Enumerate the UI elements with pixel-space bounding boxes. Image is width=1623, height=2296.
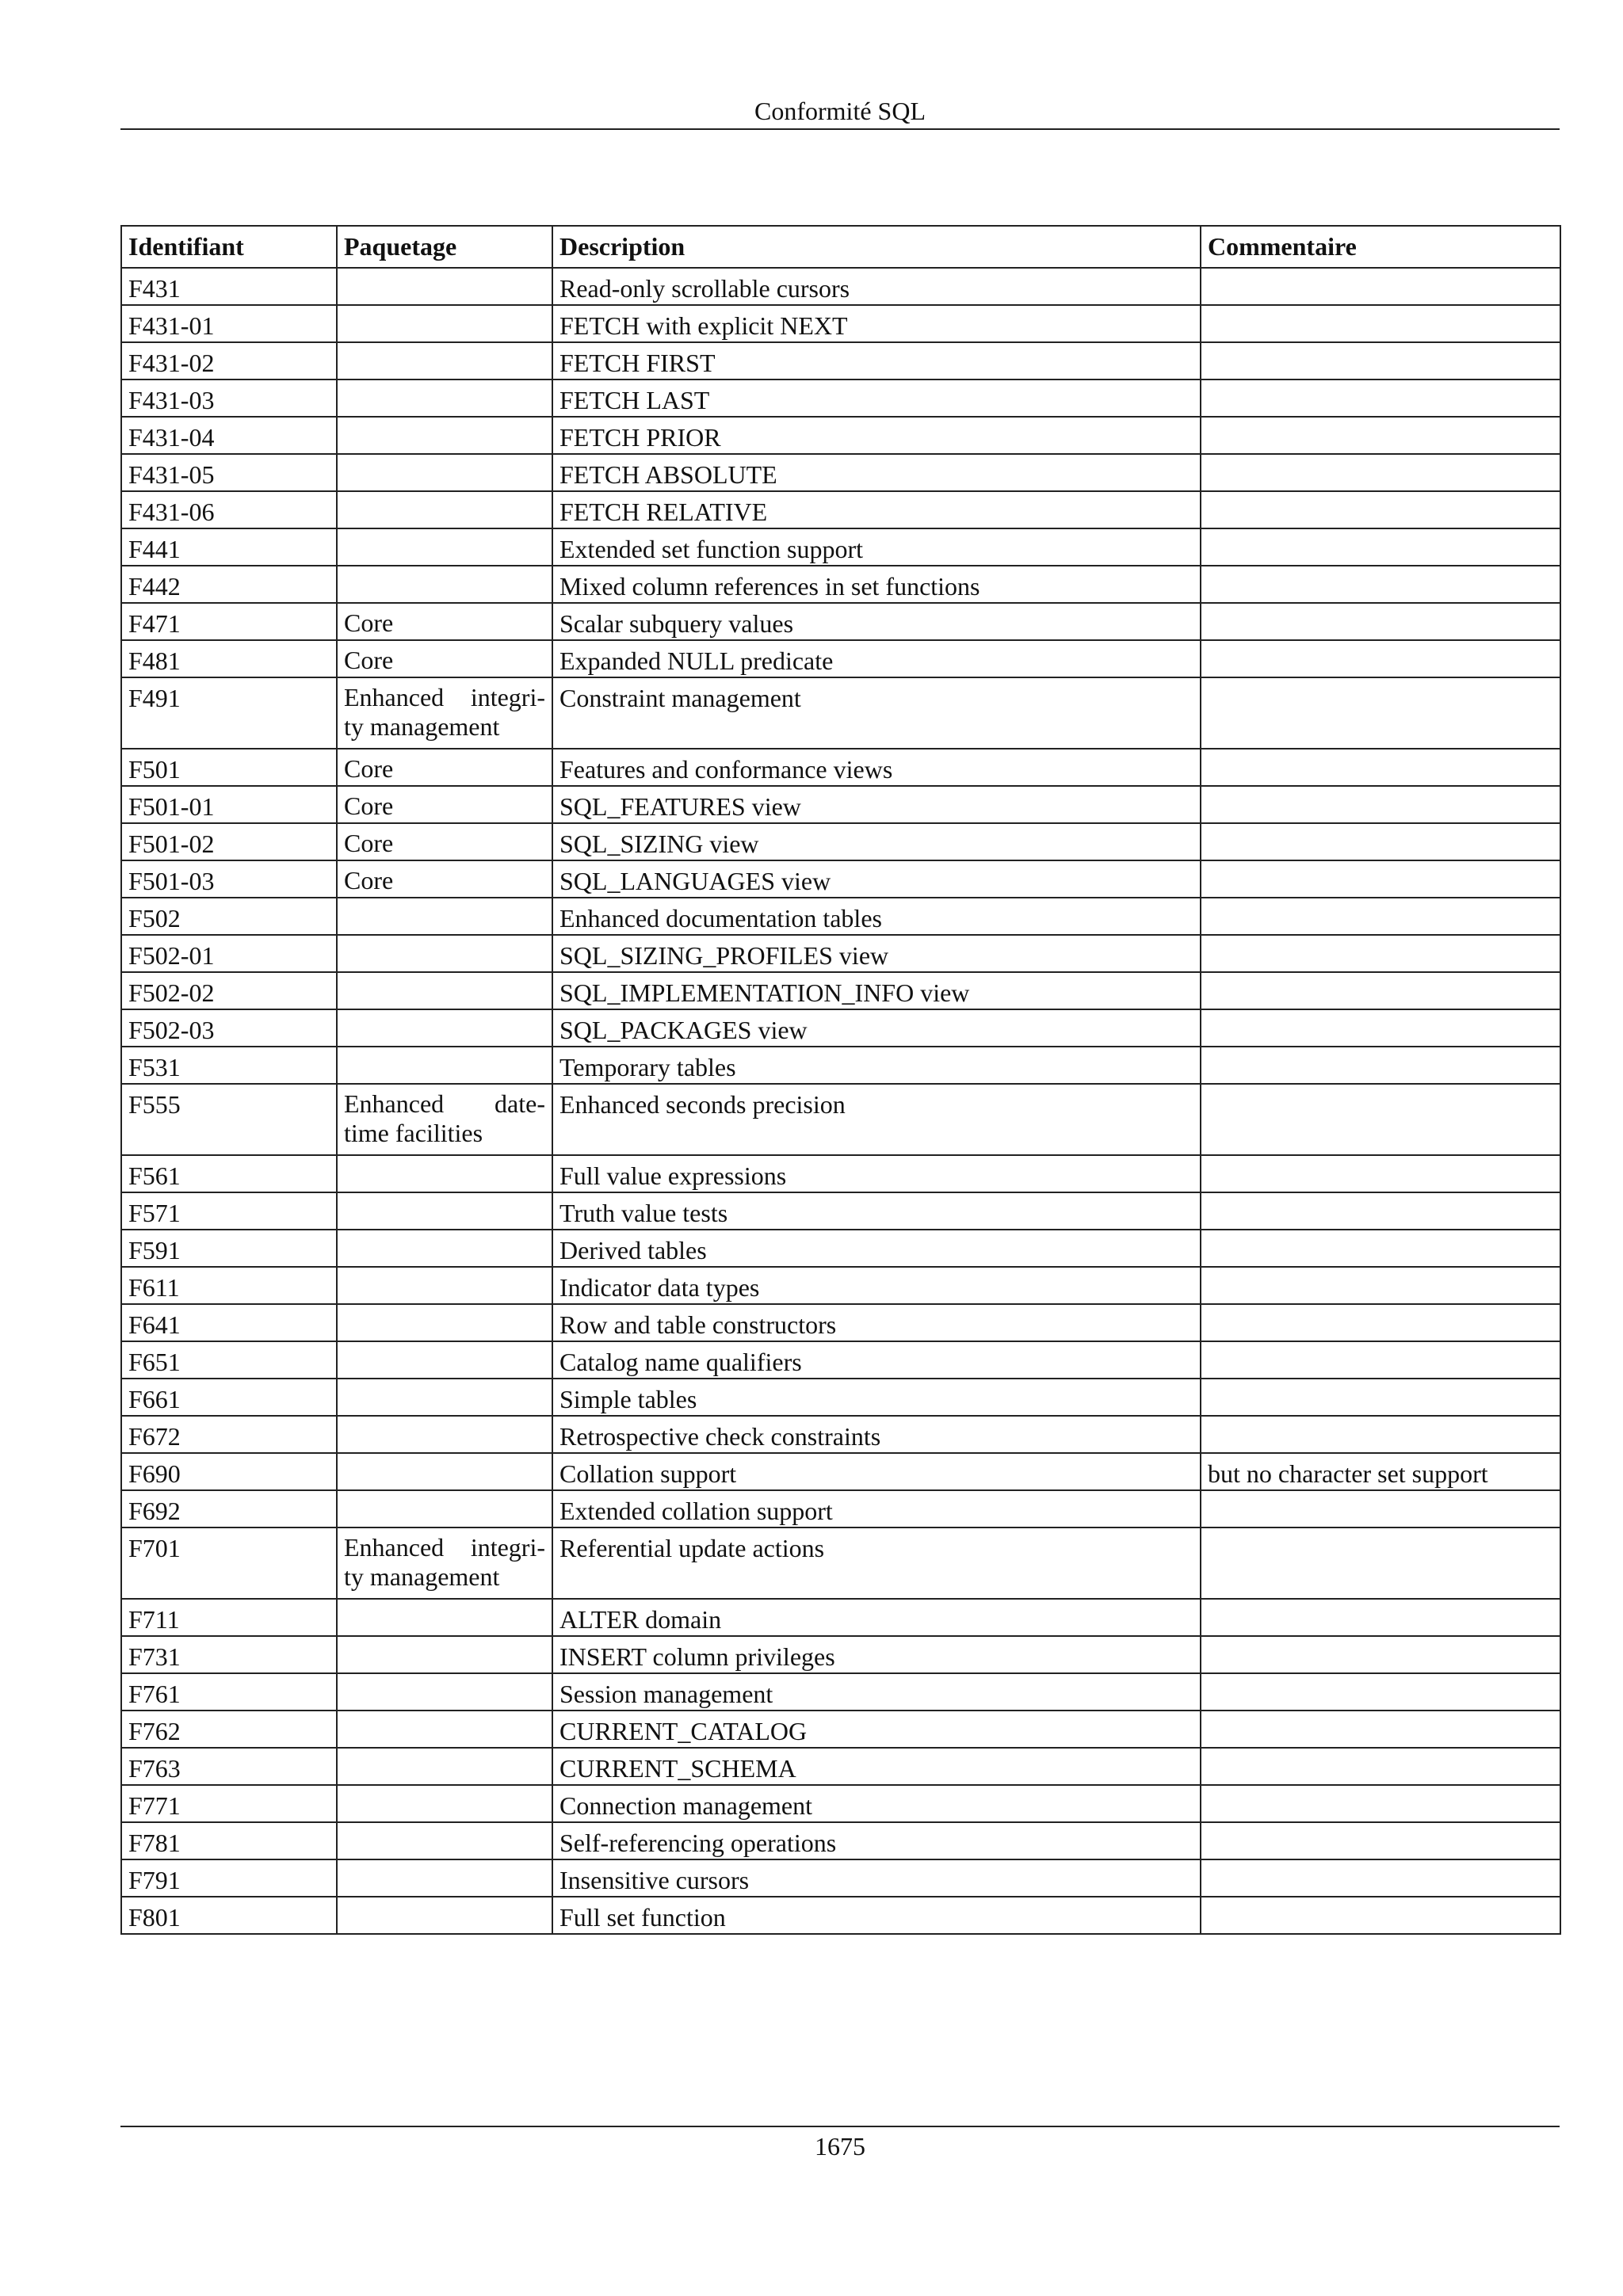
cell-commentaire <box>1201 1267 1560 1304</box>
cell-commentaire <box>1201 786 1560 823</box>
table-row <box>121 1490 1560 1527</box>
cell-commentaire <box>1201 1673 1560 1711</box>
cell-paquetage <box>337 1673 552 1711</box>
cell-description: Collation support <box>552 1453 1201 1490</box>
cell-description: Full value expressions <box>552 1155 1201 1192</box>
table-row <box>121 1748 1560 1785</box>
table-row <box>121 379 1560 417</box>
cell-identifiant: F502-01 <box>121 935 337 972</box>
cell-paquetage <box>337 454 552 491</box>
cell-paquetage <box>337 1192 552 1230</box>
cell-commentaire <box>1201 935 1560 972</box>
table-row <box>121 1304 1560 1341</box>
cell-paquetage <box>337 898 552 935</box>
table-row <box>121 1527 1560 1599</box>
table-row <box>121 1192 1560 1230</box>
cell-commentaire <box>1201 1822 1560 1859</box>
cell-description: FETCH LAST <box>552 379 1201 417</box>
cell-commentaire <box>1201 1599 1560 1636</box>
cell-identifiant: F761 <box>121 1673 337 1711</box>
table-row <box>121 1711 1560 1748</box>
cell-identifiant: F501-01 <box>121 786 337 823</box>
cell-commentaire <box>1201 1304 1560 1341</box>
cell-description: Self-referencing operations <box>552 1822 1201 1859</box>
cell-identifiant: F501-03 <box>121 860 337 898</box>
table-row <box>121 1453 1560 1490</box>
table-row <box>121 1859 1560 1897</box>
cell-paquetage <box>337 1047 552 1084</box>
cell-identifiant: F763 <box>121 1748 337 1785</box>
cell-paquetage: Core <box>337 603 552 640</box>
table-row <box>121 1822 1560 1859</box>
cell-paquetage: Core <box>337 860 552 898</box>
cell-commentaire <box>1201 1192 1560 1230</box>
cell-commentaire <box>1201 823 1560 860</box>
cell-description: Truth value tests <box>552 1192 1201 1230</box>
table-row <box>121 491 1560 528</box>
conformance-table-container <box>120 225 1560 1935</box>
column-header-description: Description <box>552 226 1201 268</box>
cell-description: SQL_SIZING_PROFILES view <box>552 935 1201 972</box>
cell-description: Retrospective check constraints <box>552 1416 1201 1453</box>
cell-commentaire <box>1201 1490 1560 1527</box>
cell-commentaire <box>1201 1230 1560 1267</box>
cell-identifiant: F591 <box>121 1230 337 1267</box>
cell-identifiant: F791 <box>121 1859 337 1897</box>
cell-commentaire <box>1201 1047 1560 1084</box>
cell-description: Indicator data types <box>552 1267 1201 1304</box>
cell-commentaire: but no character set support <box>1201 1453 1560 1490</box>
cell-commentaire <box>1201 1527 1560 1599</box>
cell-commentaire <box>1201 677 1560 749</box>
cell-description: Constraint management <box>552 677 1201 749</box>
table-row <box>121 823 1560 860</box>
cell-paquetage: Core <box>337 640 552 677</box>
table-row <box>121 454 1560 491</box>
cell-commentaire <box>1201 1416 1560 1453</box>
column-header-identifiant: Identifiant <box>121 226 337 268</box>
cell-description: FETCH PRIOR <box>552 417 1201 454</box>
cell-paquetage <box>337 1897 552 1934</box>
cell-description: Expanded NULL predicate <box>552 640 1201 677</box>
cell-commentaire <box>1201 749 1560 786</box>
cell-description: Scalar subquery values <box>552 603 1201 640</box>
cell-paquetage <box>337 1636 552 1673</box>
cell-identifiant: F731 <box>121 1636 337 1673</box>
cell-description: Mixed column references in set functions <box>552 566 1201 603</box>
cell-commentaire <box>1201 1897 1560 1934</box>
table-row <box>121 1636 1560 1673</box>
cell-description: Catalog name qualifiers <box>552 1341 1201 1379</box>
cell-commentaire <box>1201 1711 1560 1748</box>
cell-identifiant: F672 <box>121 1416 337 1453</box>
table-header-row <box>121 226 1560 268</box>
table-row <box>121 860 1560 898</box>
cell-description: Temporary tables <box>552 1047 1201 1084</box>
cell-identifiant: F801 <box>121 1897 337 1934</box>
table-row <box>121 1785 1560 1822</box>
cell-commentaire <box>1201 972 1560 1009</box>
cell-commentaire <box>1201 566 1560 603</box>
table-row <box>121 1155 1560 1192</box>
table-row <box>121 1047 1560 1084</box>
table-row <box>121 640 1560 677</box>
table-row <box>121 898 1560 935</box>
cell-description: Derived tables <box>552 1230 1201 1267</box>
column-header-commentaire: Commentaire <box>1201 226 1560 268</box>
cell-commentaire <box>1201 1379 1560 1416</box>
cell-commentaire <box>1201 305 1560 342</box>
cell-identifiant: F442 <box>121 566 337 603</box>
cell-description: Referential update actions <box>552 1527 1201 1599</box>
table-row <box>121 935 1560 972</box>
table-row <box>121 749 1560 786</box>
cell-description: SQL_SIZING view <box>552 823 1201 860</box>
cell-commentaire <box>1201 1859 1560 1897</box>
page-footer <box>120 2126 1560 2164</box>
cell-description: CURRENT_SCHEMA <box>552 1748 1201 1785</box>
table-row <box>121 305 1560 342</box>
cell-paquetage <box>337 1304 552 1341</box>
cell-identifiant: F431-04 <box>121 417 337 454</box>
cell-identifiant: F762 <box>121 1711 337 1748</box>
cell-commentaire <box>1201 898 1560 935</box>
table-row <box>121 1341 1560 1379</box>
cell-identifiant: F431 <box>121 268 337 305</box>
cell-paquetage <box>337 1785 552 1822</box>
table-row <box>121 1084 1560 1155</box>
cell-commentaire <box>1201 417 1560 454</box>
cell-identifiant: F555 <box>121 1084 337 1155</box>
cell-identifiant: F431-02 <box>121 342 337 379</box>
cell-identifiant: F571 <box>121 1192 337 1230</box>
cell-paquetage <box>337 1859 552 1897</box>
cell-paquetage <box>337 935 552 972</box>
cell-description: INSERT column privileges <box>552 1636 1201 1673</box>
cell-identifiant: F431-06 <box>121 491 337 528</box>
table-row <box>121 786 1560 823</box>
cell-identifiant: F502-02 <box>121 972 337 1009</box>
table-row <box>121 528 1560 566</box>
cell-commentaire <box>1201 528 1560 566</box>
cell-description: ALTER domain <box>552 1599 1201 1636</box>
cell-description: Extended collation support <box>552 1490 1201 1527</box>
cell-description: FETCH FIRST <box>552 342 1201 379</box>
page-number: 1675 <box>815 2132 865 2161</box>
cell-commentaire <box>1201 1341 1560 1379</box>
cell-identifiant: F431-01 <box>121 305 337 342</box>
cell-description: FETCH ABSOLUTE <box>552 454 1201 491</box>
cell-paquetage: Enhanced integri- ty management <box>337 677 552 749</box>
cell-paquetage <box>337 342 552 379</box>
cell-paquetage: Core <box>337 786 552 823</box>
cell-identifiant: F431-05 <box>121 454 337 491</box>
cell-paquetage <box>337 1009 552 1047</box>
cell-description: Enhanced seconds precision <box>552 1084 1201 1155</box>
cell-paquetage <box>337 1748 552 1785</box>
table-row <box>121 603 1560 640</box>
cell-paquetage <box>337 1155 552 1192</box>
cell-paquetage: Enhanced integri- ty management <box>337 1527 552 1599</box>
cell-identifiant: F661 <box>121 1379 337 1416</box>
cell-identifiant: F431-03 <box>121 379 337 417</box>
table-row <box>121 677 1560 749</box>
cell-description: Connection management <box>552 1785 1201 1822</box>
cell-identifiant: F641 <box>121 1304 337 1341</box>
page-header <box>120 93 1560 130</box>
table-row <box>121 1416 1560 1453</box>
cell-description: Features and conformance views <box>552 749 1201 786</box>
cell-description: FETCH RELATIVE <box>552 491 1201 528</box>
cell-paquetage <box>337 566 552 603</box>
cell-identifiant: F502-03 <box>121 1009 337 1047</box>
cell-commentaire <box>1201 342 1560 379</box>
cell-paquetage <box>337 379 552 417</box>
cell-identifiant: F611 <box>121 1267 337 1304</box>
cell-description: Enhanced documentation tables <box>552 898 1201 935</box>
cell-paquetage <box>337 268 552 305</box>
cell-identifiant: F781 <box>121 1822 337 1859</box>
cell-description: SQL_PACKAGES view <box>552 1009 1201 1047</box>
cell-description: Row and table constructors <box>552 1304 1201 1341</box>
table-row <box>121 1267 1560 1304</box>
cell-commentaire <box>1201 454 1560 491</box>
cell-paquetage <box>337 1416 552 1453</box>
cell-paquetage <box>337 1267 552 1304</box>
cell-commentaire <box>1201 379 1560 417</box>
cell-identifiant: F491 <box>121 677 337 749</box>
cell-identifiant: F481 <box>121 640 337 677</box>
cell-identifiant: F692 <box>121 1490 337 1527</box>
table-row <box>121 1673 1560 1711</box>
cell-commentaire <box>1201 1636 1560 1673</box>
table-row <box>121 417 1560 454</box>
cell-commentaire <box>1201 1009 1560 1047</box>
cell-paquetage <box>337 1379 552 1416</box>
cell-paquetage <box>337 1453 552 1490</box>
cell-identifiant: F501-02 <box>121 823 337 860</box>
cell-identifiant: F711 <box>121 1599 337 1636</box>
cell-commentaire <box>1201 1155 1560 1192</box>
cell-commentaire <box>1201 640 1560 677</box>
cell-description: SQL_FEATURES view <box>552 786 1201 823</box>
page-title: Conformité SQL <box>754 97 926 125</box>
cell-description: SQL_IMPLEMENTATION_INFO view <box>552 972 1201 1009</box>
table-row <box>121 342 1560 379</box>
table-row <box>121 972 1560 1009</box>
cell-identifiant: F690 <box>121 1453 337 1490</box>
cell-description: Simple tables <box>552 1379 1201 1416</box>
cell-paquetage <box>337 1599 552 1636</box>
cell-paquetage: Core <box>337 823 552 860</box>
cell-commentaire <box>1201 1748 1560 1785</box>
cell-paquetage <box>337 1822 552 1859</box>
cell-paquetage <box>337 491 552 528</box>
cell-description: CURRENT_CATALOG <box>552 1711 1201 1748</box>
column-header-paquetage: Paquetage <box>337 226 552 268</box>
cell-paquetage <box>337 1230 552 1267</box>
cell-description: Insensitive cursors <box>552 1859 1201 1897</box>
table-body <box>121 268 1560 1934</box>
cell-paquetage: Core <box>337 749 552 786</box>
table-row <box>121 1230 1560 1267</box>
cell-description: Full set function <box>552 1897 1201 1934</box>
cell-paquetage <box>337 972 552 1009</box>
cell-identifiant: F771 <box>121 1785 337 1822</box>
cell-paquetage <box>337 1490 552 1527</box>
cell-identifiant: F441 <box>121 528 337 566</box>
cell-identifiant: F501 <box>121 749 337 786</box>
cell-commentaire <box>1201 268 1560 305</box>
table-row <box>121 1599 1560 1636</box>
cell-paquetage: Enhanced date- time facilities <box>337 1084 552 1155</box>
cell-paquetage <box>337 417 552 454</box>
cell-paquetage <box>337 1341 552 1379</box>
cell-identifiant: F531 <box>121 1047 337 1084</box>
cell-commentaire <box>1201 860 1560 898</box>
cell-paquetage <box>337 305 552 342</box>
cell-commentaire <box>1201 491 1560 528</box>
cell-description: FETCH with explicit NEXT <box>552 305 1201 342</box>
cell-paquetage <box>337 1711 552 1748</box>
cell-identifiant: F561 <box>121 1155 337 1192</box>
cell-paquetage <box>337 528 552 566</box>
cell-commentaire <box>1201 1084 1560 1155</box>
cell-description: SQL_LANGUAGES view <box>552 860 1201 898</box>
cell-identifiant: F651 <box>121 1341 337 1379</box>
cell-commentaire <box>1201 603 1560 640</box>
table-row <box>121 268 1560 305</box>
table-row <box>121 1379 1560 1416</box>
cell-identifiant: F471 <box>121 603 337 640</box>
table-row <box>121 566 1560 603</box>
table-row <box>121 1009 1560 1047</box>
cell-commentaire <box>1201 1785 1560 1822</box>
cell-identifiant: F701 <box>121 1527 337 1599</box>
table-row <box>121 1897 1560 1934</box>
cell-description: Extended set function support <box>552 528 1201 566</box>
conformance-table <box>120 225 1561 1935</box>
cell-identifiant: F502 <box>121 898 337 935</box>
cell-description: Session management <box>552 1673 1201 1711</box>
cell-description: Read-only scrollable cursors <box>552 268 1201 305</box>
